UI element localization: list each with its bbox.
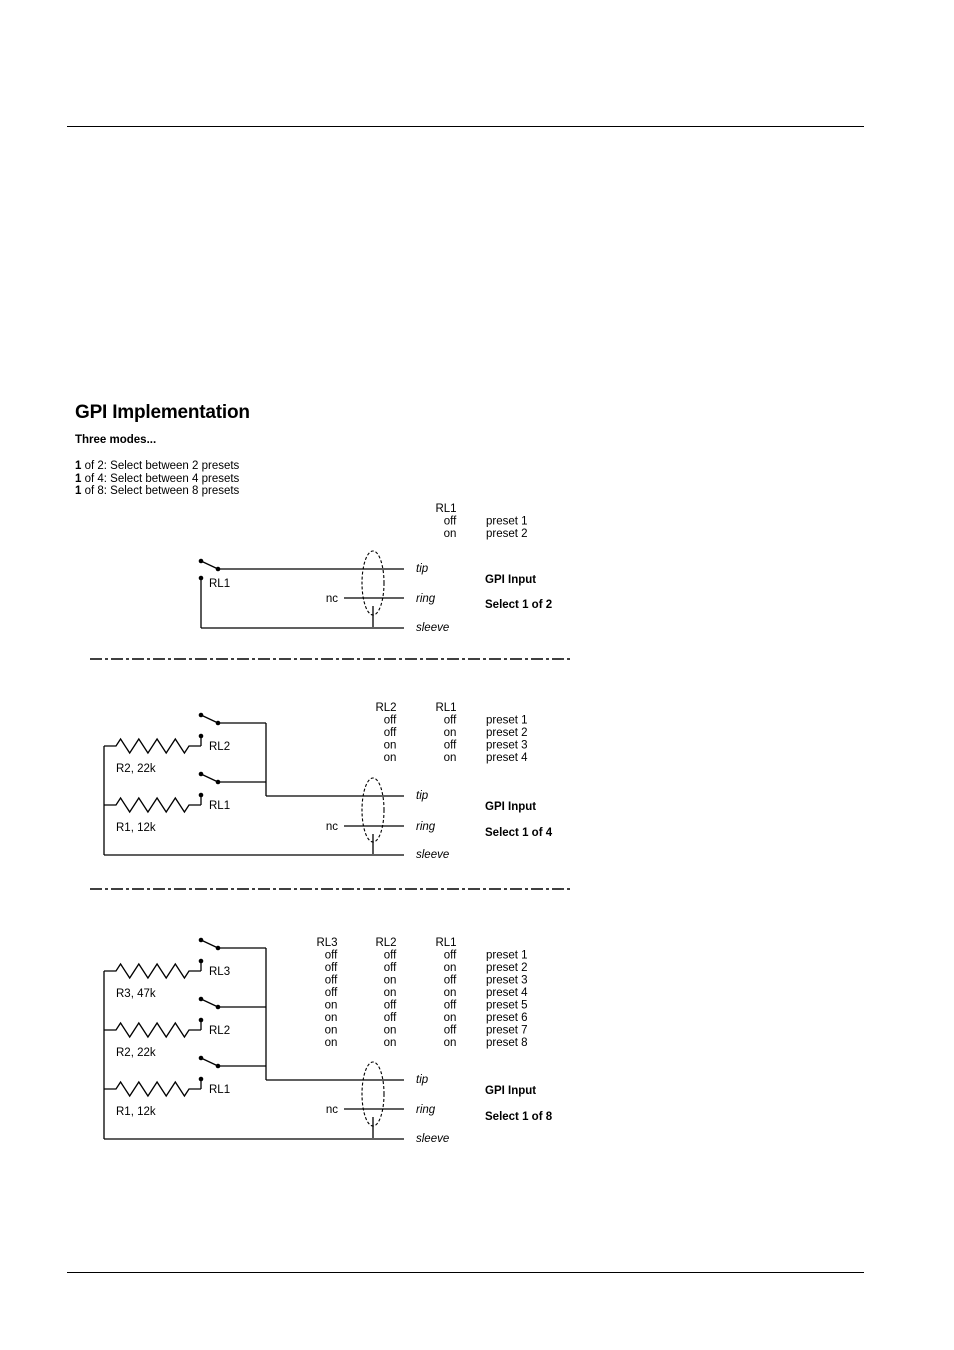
c2-ring-label: ring <box>416 821 436 833</box>
c2-table-state-cell: on <box>443 752 457 764</box>
c3-rl2-label: RL2 <box>209 1025 231 1037</box>
c3-table-state-cell: off <box>383 999 397 1012</box>
c3-rl1-label: RL1 <box>209 1084 231 1096</box>
mode-item: 1 of 4: Select between 4 presets <box>75 472 240 485</box>
mode-item: 1 of 2: Select between 2 presets <box>75 460 240 472</box>
c3-table-preset-cell: preset 2 <box>486 962 528 974</box>
c2-table-preset-cell: preset 4 <box>486 752 528 764</box>
c3-table-state-cell: on <box>324 999 338 1012</box>
c2-tip-label: tip <box>416 790 429 802</box>
c3-table-col-header: RL2 <box>375 937 397 949</box>
c1-gpi-input-label: GPI Input <box>485 574 537 586</box>
c2-table-col-header: RL1 <box>435 702 457 714</box>
c3-table-preset-cell: preset 6 <box>486 1012 528 1024</box>
c3-rl3-switch-blade <box>201 940 218 948</box>
c3-table-state-cell: on <box>324 1012 338 1024</box>
c3-table-state-cell: off <box>383 949 397 962</box>
c3-table-state-cell: on <box>443 1037 457 1049</box>
c3-r3-label: R3, 47k <box>116 988 156 1000</box>
c1-nc-label: nc <box>325 593 338 605</box>
c2-table-state-cell: off <box>383 714 397 727</box>
modes-subheading: Three modes... <box>75 434 157 446</box>
c3-table-state-cell: off <box>443 999 457 1012</box>
c3-table-preset-cell: preset 5 <box>486 999 528 1012</box>
c2-gpi-input-label: GPI Input <box>485 801 537 813</box>
c3-table-state-cell: off <box>324 974 338 987</box>
c1-rl1-lower-contact <box>199 576 204 581</box>
c1-table-preset-cell: preset 1 <box>486 515 528 528</box>
c2-table-state-cell: off <box>443 739 457 752</box>
c3-table-preset-cell: preset 7 <box>486 1024 528 1037</box>
c1-ring-label: ring <box>416 593 436 605</box>
c1-table-state-cell: off <box>443 515 457 528</box>
c3-table-preset-cell: preset 3 <box>486 974 528 987</box>
c3-table-state-cell: on <box>324 1037 338 1049</box>
c2-nc-label: nc <box>325 821 338 833</box>
c1-table-state-cell: on <box>443 528 457 540</box>
c2-r1-label: R1, 12k <box>116 822 156 834</box>
c2-select-label: Select 1 of 4 <box>485 827 553 839</box>
c3-table-state-cell: on <box>443 962 457 974</box>
section-heading: GPI Implementation <box>75 402 250 423</box>
c3-gpi-input-label: GPI Input <box>485 1085 537 1097</box>
c2-table-preset-cell: preset 3 <box>486 739 528 752</box>
c3-table-state-cell: on <box>443 987 457 999</box>
c2-sleeve-label: sleeve <box>416 849 450 861</box>
c3-rl2-switch-blade <box>201 999 218 1007</box>
c2-rl2-switch-blade <box>201 715 218 723</box>
c2-table-state-cell: on <box>383 739 397 752</box>
c3-table-state-cell: off <box>443 949 457 962</box>
c2-table-preset-cell: preset 1 <box>486 714 528 727</box>
c3-table-state-cell: off <box>443 974 457 987</box>
c2-jack-ellipse <box>362 778 384 842</box>
c3-select-label: Select 1 of 8 <box>485 1111 553 1123</box>
c3-table-state-cell: on <box>383 1037 397 1049</box>
c3-table-preset-cell: preset 1 <box>486 949 528 962</box>
c3-r1-resistor <box>104 1082 201 1096</box>
c3-jack-ellipse <box>362 1062 384 1126</box>
mode-item: 1 of 8: Select between 8 presets <box>75 485 240 497</box>
c2-rl1-label: RL1 <box>209 800 231 812</box>
c3-table-state-cell: off <box>324 987 338 999</box>
c3-r1-label: R1, 12k <box>116 1106 156 1118</box>
c1-sleeve-label: sleeve <box>416 622 450 634</box>
c3-r2-label: R2, 22k <box>116 1047 156 1059</box>
c1-rl1-label: RL1 <box>209 578 231 590</box>
c1-table-preset-cell: preset 2 <box>486 528 528 540</box>
c2-table-state-cell: off <box>443 714 457 727</box>
c1-table-col-header: RL1 <box>435 503 457 515</box>
c3-table-state-cell: off <box>324 949 338 962</box>
c3-table-state-cell: on <box>383 1024 397 1037</box>
c3-tip-label: tip <box>416 1074 429 1086</box>
c1-tip-label: tip <box>416 563 429 575</box>
c3-table-state-cell: on <box>324 1024 338 1037</box>
c3-table-preset-cell: preset 8 <box>486 1037 528 1049</box>
c1-jack-ellipse <box>362 551 384 615</box>
c3-sleeve-label: sleeve <box>416 1133 450 1145</box>
c3-table-col-header: RL1 <box>435 937 457 949</box>
c3-r3-resistor <box>104 964 201 978</box>
c3-nc-label: nc <box>325 1104 338 1116</box>
c3-table-state-cell: off <box>383 962 397 974</box>
c3-table-state-cell: on <box>383 987 397 999</box>
c2-table-state-cell: on <box>383 752 397 764</box>
c3-ring-label: ring <box>416 1104 436 1116</box>
c3-table-state-cell: off <box>383 1012 397 1024</box>
c1-rl1-switch-blade <box>201 561 218 569</box>
c3-table-state-cell: off <box>443 1024 457 1037</box>
c2-r2-resistor <box>104 739 201 753</box>
c3-table-state-cell: off <box>324 962 338 974</box>
c2-table-state-cell: off <box>383 727 397 739</box>
c2-r2-label: R2, 22k <box>116 763 156 775</box>
c2-table-preset-cell: preset 2 <box>486 727 528 739</box>
c2-rl2-label: RL2 <box>209 741 231 753</box>
c3-r2-resistor <box>104 1023 201 1037</box>
c3-table-state-cell: on <box>383 974 397 987</box>
c2-r1-resistor <box>104 798 201 812</box>
c3-rl1-switch-blade <box>201 1058 218 1066</box>
c3-table-preset-cell: preset 4 <box>486 987 528 999</box>
c3-table-col-header: RL3 <box>316 937 338 949</box>
c2-table-state-cell: on <box>443 727 457 739</box>
c3-table-state-cell: on <box>443 1012 457 1024</box>
c2-rl1-switch-blade <box>201 774 218 782</box>
c3-rl3-label: RL3 <box>209 966 231 978</box>
c1-select-label: Select 1 of 2 <box>485 599 553 611</box>
c2-table-col-header: RL2 <box>375 702 397 714</box>
